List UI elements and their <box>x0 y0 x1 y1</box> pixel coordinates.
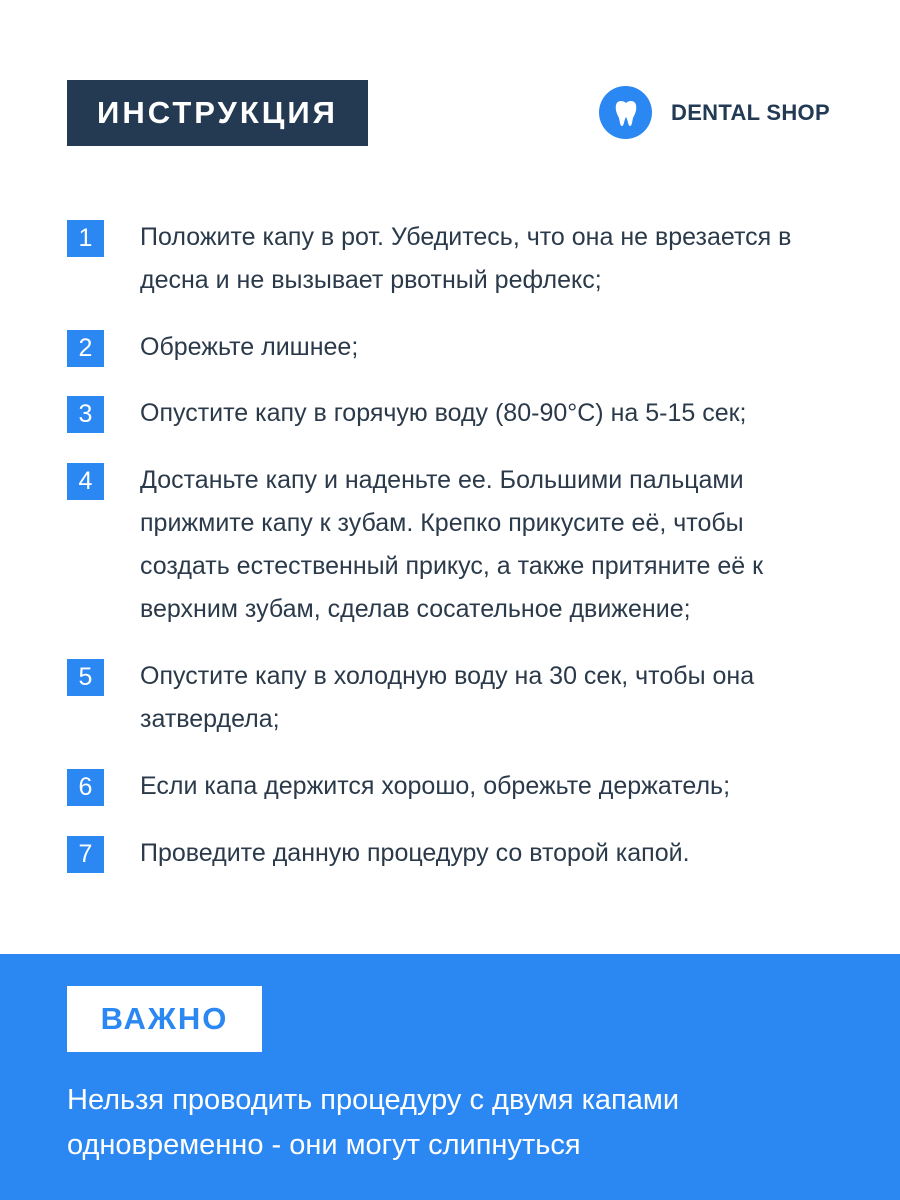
step-number: 6 <box>67 769 104 806</box>
step-number: 2 <box>67 330 104 367</box>
brand <box>599 86 830 139</box>
step-text: Проведите данную процедуру со второй капой. <box>140 839 690 867</box>
step-item <box>67 216 847 326</box>
important-label: ВАЖНО <box>67 986 262 1052</box>
step-number: 1 <box>67 220 104 257</box>
important-section <box>0 954 900 1200</box>
tooth-icon <box>613 98 639 128</box>
step-item <box>67 392 847 459</box>
step-text: Опустите капу в холодную воду на 30 сек, чтобы она затвердела; <box>140 662 755 733</box>
brand-name: DENTAL SHOP <box>671 99 830 125</box>
step-text: Обрежьте лишнее; <box>140 333 359 361</box>
step-item <box>67 459 847 655</box>
step-number: 5 <box>67 659 104 696</box>
step-text: Положите капу в рот. Убедитесь, что она не врезается в десна и не вызывает рвотный рефлекс; <box>140 223 792 294</box>
important-text: Нельзя проводить процедуру с двумя капами одновременно - они могут слипнуться <box>67 1084 680 1161</box>
brand-logo <box>599 86 652 139</box>
page-title: ИНСТРУКЦИЯ <box>67 80 368 146</box>
step-text: Если капа держится хорошо, обрежьте держатель; <box>140 772 731 800</box>
step-number: 4 <box>67 463 104 500</box>
step-item <box>67 326 847 392</box>
steps-list <box>67 216 847 882</box>
step-text: Опустите капу в горячую воду (80-90°С) на 5-15 сек; <box>140 399 747 427</box>
step-text: Достаньте капу и наденьте ее. Большими пальцами прижмите капу к зубам. Крепко прикусите её, чтобы создать естественный прикус, а также притяните её к верхним зубам, сделав сосательное движение; <box>140 466 764 623</box>
step-item <box>67 655 847 765</box>
step-number: 3 <box>67 396 104 433</box>
step-item <box>67 765 847 832</box>
step-item <box>67 832 847 882</box>
step-number: 7 <box>67 836 104 873</box>
